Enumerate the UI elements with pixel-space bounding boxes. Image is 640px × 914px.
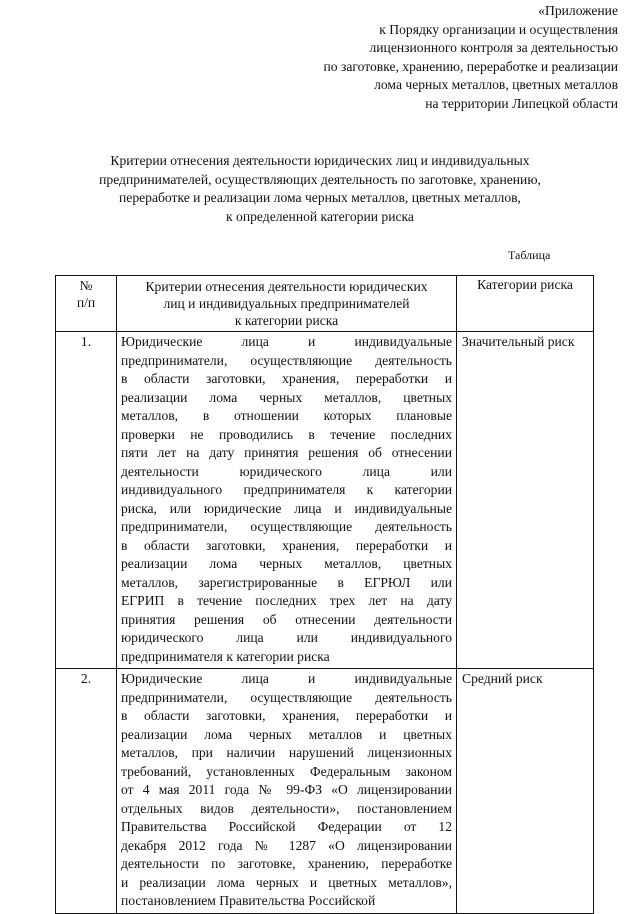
row-number: 2. bbox=[56, 669, 117, 914]
criteria-line: юридического лица или индивидуального bbox=[121, 630, 452, 645]
criteria-line: в области заготовки, хранения, переработки и bbox=[121, 708, 452, 723]
table-row bbox=[56, 669, 594, 914]
criteria-line: постановлением Правительства Российской bbox=[121, 893, 376, 908]
title-line: предпринимателей, осуществляющих деятельность по заготовке, хранению, bbox=[99, 171, 541, 187]
criteria-line: предприниматели, осуществляющие деятельность bbox=[121, 519, 452, 534]
header-number-line: п/п bbox=[76, 295, 96, 310]
title-line: к определенной категории риска bbox=[226, 208, 414, 224]
criteria-line: индивидуального предпринимателя к категории bbox=[121, 482, 452, 497]
table-label: Таблица bbox=[508, 248, 551, 262]
criteria-line: декабря 2012 года № 1287 «О лицензировании bbox=[121, 837, 452, 853]
appendix-line: лицензионного контроля за деятельностью bbox=[369, 40, 618, 55]
criteria-line: Юридические лица и индивидуальные bbox=[121, 334, 452, 349]
table-header-row bbox=[56, 276, 594, 332]
criteria-line: риска, или юридические лица и индивидуальные bbox=[121, 500, 452, 516]
risk-criteria-table bbox=[55, 275, 594, 914]
appendix-line: по заготовке, хранению, переработке и реализации bbox=[323, 58, 618, 74]
row-number: 1. bbox=[56, 332, 117, 669]
row-criteria-text bbox=[117, 669, 457, 914]
title-line: переработке и реализации лома черных металлов, цветных металлов, bbox=[119, 190, 521, 205]
header-number-line: № bbox=[79, 278, 93, 293]
criteria-line: металлов, в отношении которых плановые bbox=[121, 408, 452, 423]
criteria-line: принятия решения об отнесении деятельности bbox=[121, 611, 452, 627]
document-title bbox=[50, 152, 590, 226]
criteria-line: в области заготовки, хранения, переработки и bbox=[121, 371, 452, 386]
criteria-line: отдельных видов деятельности», постановлением bbox=[121, 800, 452, 816]
header-number bbox=[56, 276, 117, 332]
header-risk-category: Категории риска bbox=[457, 276, 594, 332]
criteria-line: Юридические лица и индивидуальные bbox=[121, 671, 452, 686]
appendix-line: «Приложение bbox=[538, 3, 618, 18]
criteria-line: металлов, зарегистрированные в ЕГРЮЛ или bbox=[121, 574, 452, 590]
criteria-line: предпринимателя к категории риска bbox=[121, 648, 330, 664]
criteria-line: проверки не проводились в течение последних bbox=[121, 426, 452, 442]
criteria-line: требований, установленных Федеральным законом bbox=[121, 763, 452, 779]
criteria-line: реализации лома черных металлов и цветных bbox=[121, 726, 452, 742]
appendix-line: к Порядку организации и осуществления bbox=[379, 21, 618, 37]
criteria-line: в области заготовки, хранения, переработки и bbox=[121, 537, 452, 553]
criteria-line: предприниматели, осуществляющие деятельность bbox=[121, 689, 452, 705]
criteria-line: деятельности по заготовке, хранению, переработке bbox=[121, 856, 452, 871]
row-risk-category: Средний риск bbox=[457, 669, 594, 914]
header-criteria-line: Критерии отнесения деятельности юридических bbox=[145, 279, 428, 294]
header-criteria bbox=[117, 276, 457, 332]
criteria-line: Правительства Российской Федерации от 12 bbox=[121, 819, 452, 834]
criteria-line: металлов, при наличии нарушений лицензионных bbox=[121, 745, 452, 760]
appendix-header bbox=[198, 2, 618, 113]
appendix-line: на территории Липецкой области bbox=[425, 95, 618, 111]
header-criteria-line: лиц и индивидуальных предпринимателей bbox=[163, 296, 410, 311]
row-risk-category: Значительный риск bbox=[457, 332, 594, 669]
criteria-line: реализации лома черных металлов, цветных bbox=[121, 389, 452, 405]
criteria-line: реализации лома черных металлов, цветных bbox=[121, 556, 452, 571]
header-criteria-line: к категории риска bbox=[234, 313, 339, 328]
title-line: Критерии отнесения деятельности юридических лиц и индивидуальных bbox=[110, 153, 530, 168]
criteria-line: от 4 мая 2011 года № 99-ФЗ «О лицензировании bbox=[121, 782, 452, 797]
criteria-line: предприниматели, осуществляющие деятельность bbox=[121, 352, 452, 368]
row-criteria-text bbox=[117, 332, 457, 669]
table-row bbox=[56, 332, 594, 669]
criteria-line: деятельности юридического лица или bbox=[121, 463, 452, 479]
criteria-line: и реализации лома черных и цветных металлов», bbox=[121, 874, 452, 890]
criteria-line: ЕГРИП в течение последних трех лет на дату bbox=[121, 593, 452, 608]
criteria-line: пяти лет на дату принятия решения об отнесении bbox=[121, 445, 452, 460]
appendix-line: лома черных металлов, цветных металлов bbox=[374, 77, 618, 92]
